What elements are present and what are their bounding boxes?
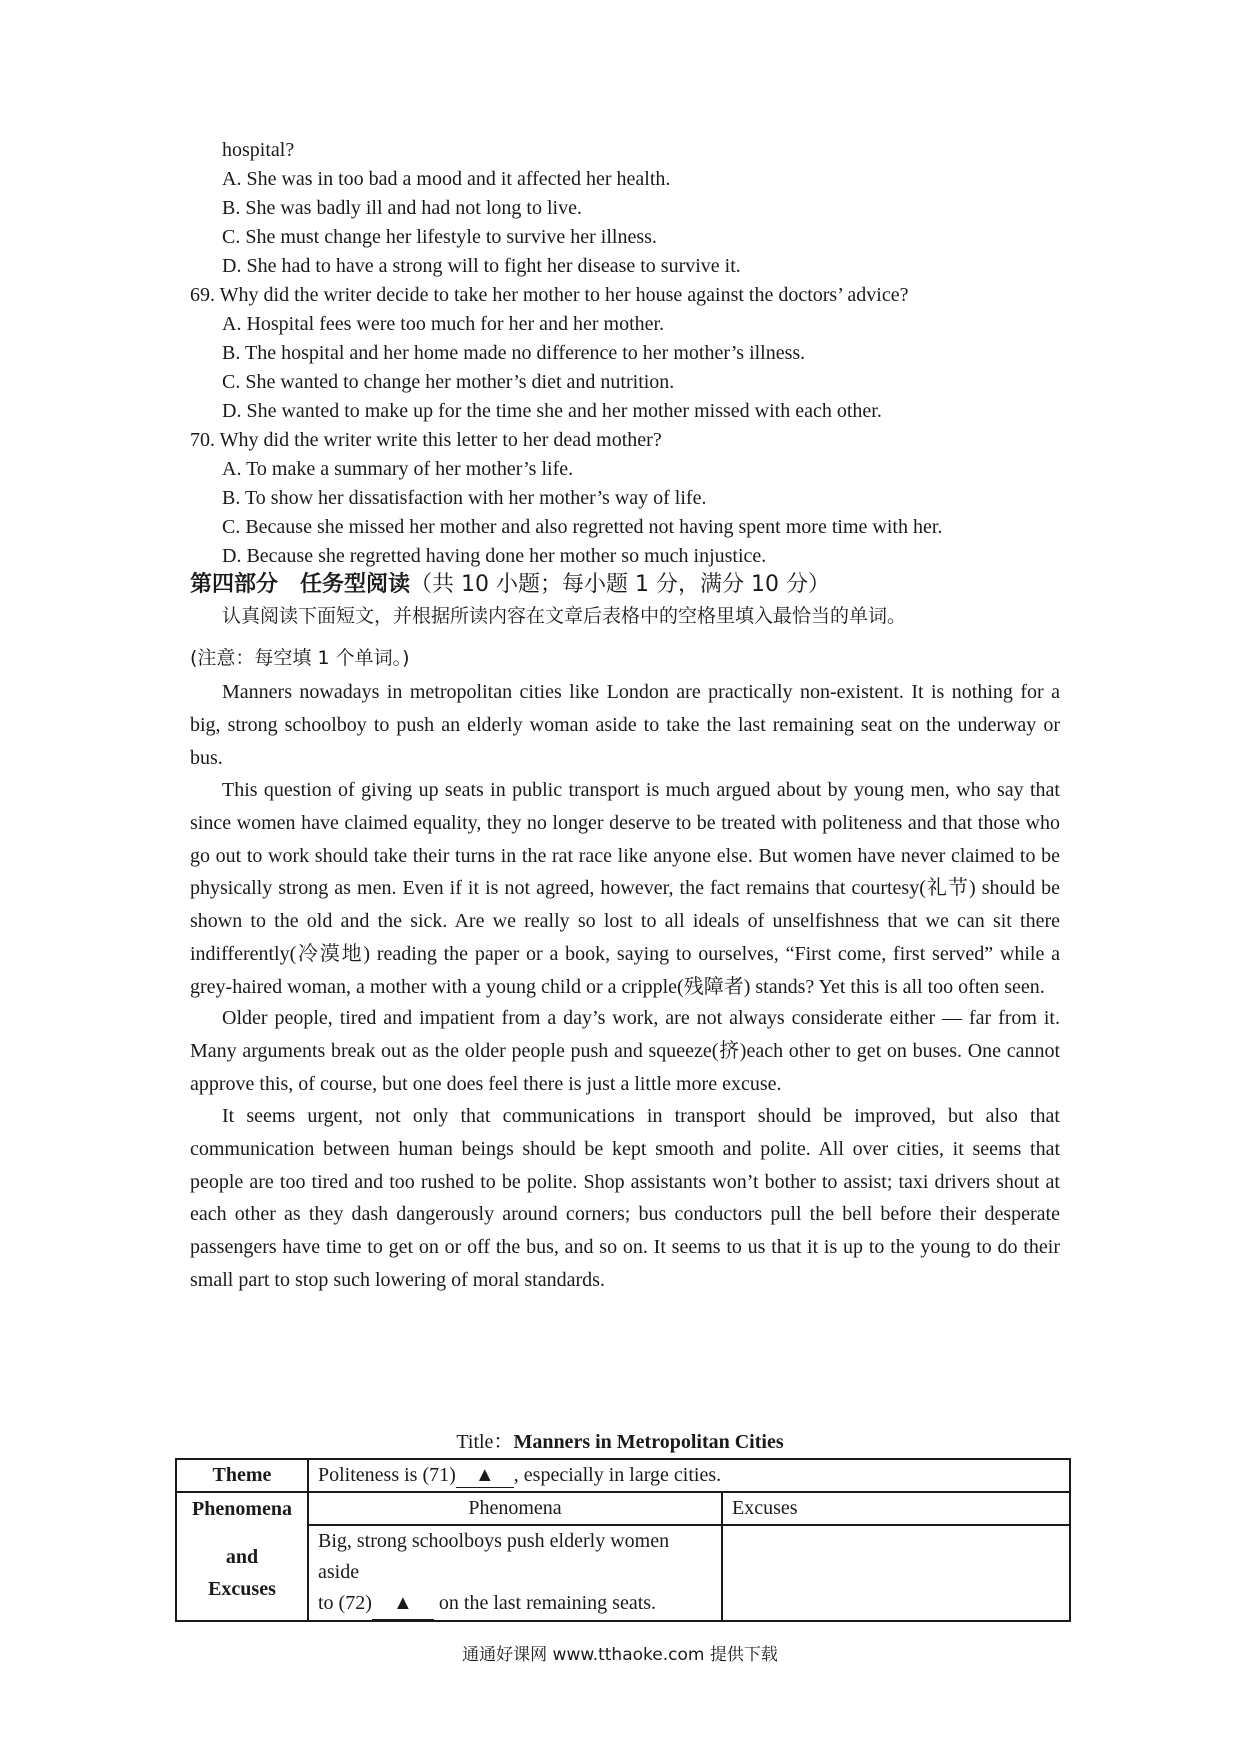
passage-paragraph-3: Older people, tired and impatient from a day’s work, are not always considerate either — far from it. Many arguments break out as the older people push and squeeze(挤)each other to get on buses. One cannot approve this, of course, but one does feel there is just a little more excuse.	[190, 1007, 1060, 1095]
excuses-cell-1	[722, 1525, 1070, 1621]
blank-71[interactable]: ▲	[456, 1464, 514, 1488]
phenomena-cell-1	[308, 1525, 722, 1621]
table-row	[176, 1459, 1070, 1492]
q69-option-a: A. Hospital fees were too much for her and her mother.	[222, 313, 665, 335]
q70-stem: 70. Why did the writer write this letter to her dead mother?	[190, 429, 662, 451]
phenomena-cell-line-1: Big, strong schoolboys push elderly women aside	[318, 1530, 670, 1583]
page-footer: 通通好课网 www.tthaoke.com 提供下载	[462, 1645, 778, 1665]
part4-instruction: 认真阅读下面短文，并根据所读内容在文章后表格中的空格里填入最恰当的单词。	[222, 605, 907, 627]
phenomena-cell-line-2	[318, 1588, 712, 1620]
q69-option-b: B. The hospital and her home made no difference to her mother’s illness.	[222, 342, 806, 364]
theme-cell	[308, 1459, 1070, 1492]
phenomena-label: Phenomena	[176, 1492, 308, 1525]
blank-72[interactable]: ▲	[372, 1588, 434, 1620]
theme-text-before: Politeness is (71)	[318, 1463, 456, 1486]
q70-option-d: D. Because she regretted having done her mother so much injustice.	[222, 545, 767, 567]
q69-option-c: C. She wanted to change her mother’s diet and nutrition.	[222, 371, 675, 393]
q68-option-d: D. She had to have a strong will to fight her disease to survive it.	[222, 255, 741, 277]
col-header-excuses: Excuses	[722, 1492, 1070, 1525]
and-label: and	[225, 1545, 259, 1568]
table-row	[176, 1525, 1070, 1621]
passage-paragraph-2: This question of giving up seats in public transport is much argued about by young men, who say that since women have claimed equality, they no longer deserve to be treated with politeness and that those who go out to work should take their turns in the rat race like anyone else. But women have never claimed to be physically strong as men. Even if it is not agreed, however, the fact remains that courtesy(礼节) should be shown to the old and the sick. Are we really so lost to all ideals of unselfishness that we can sit there indifferently(冷漠地) reading the paper or a book, saying to ourselves, “First come, first served” while a grey-haired woman, a mother with a young child or a cripple(残障者) stands? Yet this is all too often seen.	[190, 779, 1060, 998]
part4-heading	[190, 572, 830, 598]
excuses-label: Excuses	[208, 1577, 276, 1600]
q70-option-a: A. To make a summary of her mother’s life.	[222, 458, 574, 480]
part4-heading-bold: 第四部分 任务型阅读	[190, 572, 411, 597]
task-table	[175, 1458, 1071, 1622]
q69-option-d: D. She wanted to make up for the time she and her mother missed with each other.	[222, 400, 882, 422]
table-row	[176, 1492, 1070, 1525]
table-title-prefix: Title：	[456, 1431, 514, 1453]
theme-label: Theme	[176, 1459, 308, 1492]
col-header-phenomena: Phenomena	[308, 1492, 722, 1525]
part4-heading-rest: （共 10 小题；每小题 1 分，满分 10 分）	[410, 572, 830, 597]
q70-option-b: B. To show her dissatisfaction with her mother’s way of life.	[222, 487, 707, 509]
table-title-text: Manners in Metropolitan Cities	[513, 1431, 784, 1453]
q68-option-c: C. She must change her lifestyle to survive her illness.	[222, 226, 657, 248]
and-excuses-label	[176, 1525, 308, 1621]
phenomena-text-after: on the last remaining seats.	[433, 1592, 657, 1614]
q68-option-a: A. She was in too bad a mood and it affected her health.	[222, 168, 671, 190]
table-title	[0, 1430, 1240, 1454]
passage-paragraph-4: It seems urgent, not only that communications in transport should be improved, but also that communication between human beings should be kept smooth and polite. All over cities, it seems that people are too tired and too rushed to be polite. Shop assistants won’t bother to assist; taxi drivers shout at each other as they dash dangerously around corners; bus conductors pull the bell before their desperate passengers have time to get on or off the bus, and so on. It seems to us that it is up to the young to do their small part to stop such lowering of moral standards.	[190, 1105, 1060, 1291]
passage-paragraph-1: Manners nowadays in metropolitan cities like London are practically non-existent. It is nothing for a big, strong schoolboy to push an elderly woman aside to take the last remaining seat on the underway or bus.	[190, 681, 1060, 769]
q70-option-c: C. Because she missed her mother and also regretted not having spent more time with her.	[222, 516, 943, 538]
q69-stem: 69. Why did the writer decide to take her mother to her house against the doctors’ advice?	[190, 284, 909, 306]
part4-note: (注意：每空填 1 个单词。)	[190, 647, 410, 669]
q68-stem-tail: hospital?	[222, 139, 295, 161]
theme-text-after: , especially in large cities.	[513, 1463, 722, 1486]
phenomena-text-before: to (72)	[318, 1592, 372, 1614]
q68-option-b: B. She was badly ill and had not long to live.	[222, 197, 582, 219]
